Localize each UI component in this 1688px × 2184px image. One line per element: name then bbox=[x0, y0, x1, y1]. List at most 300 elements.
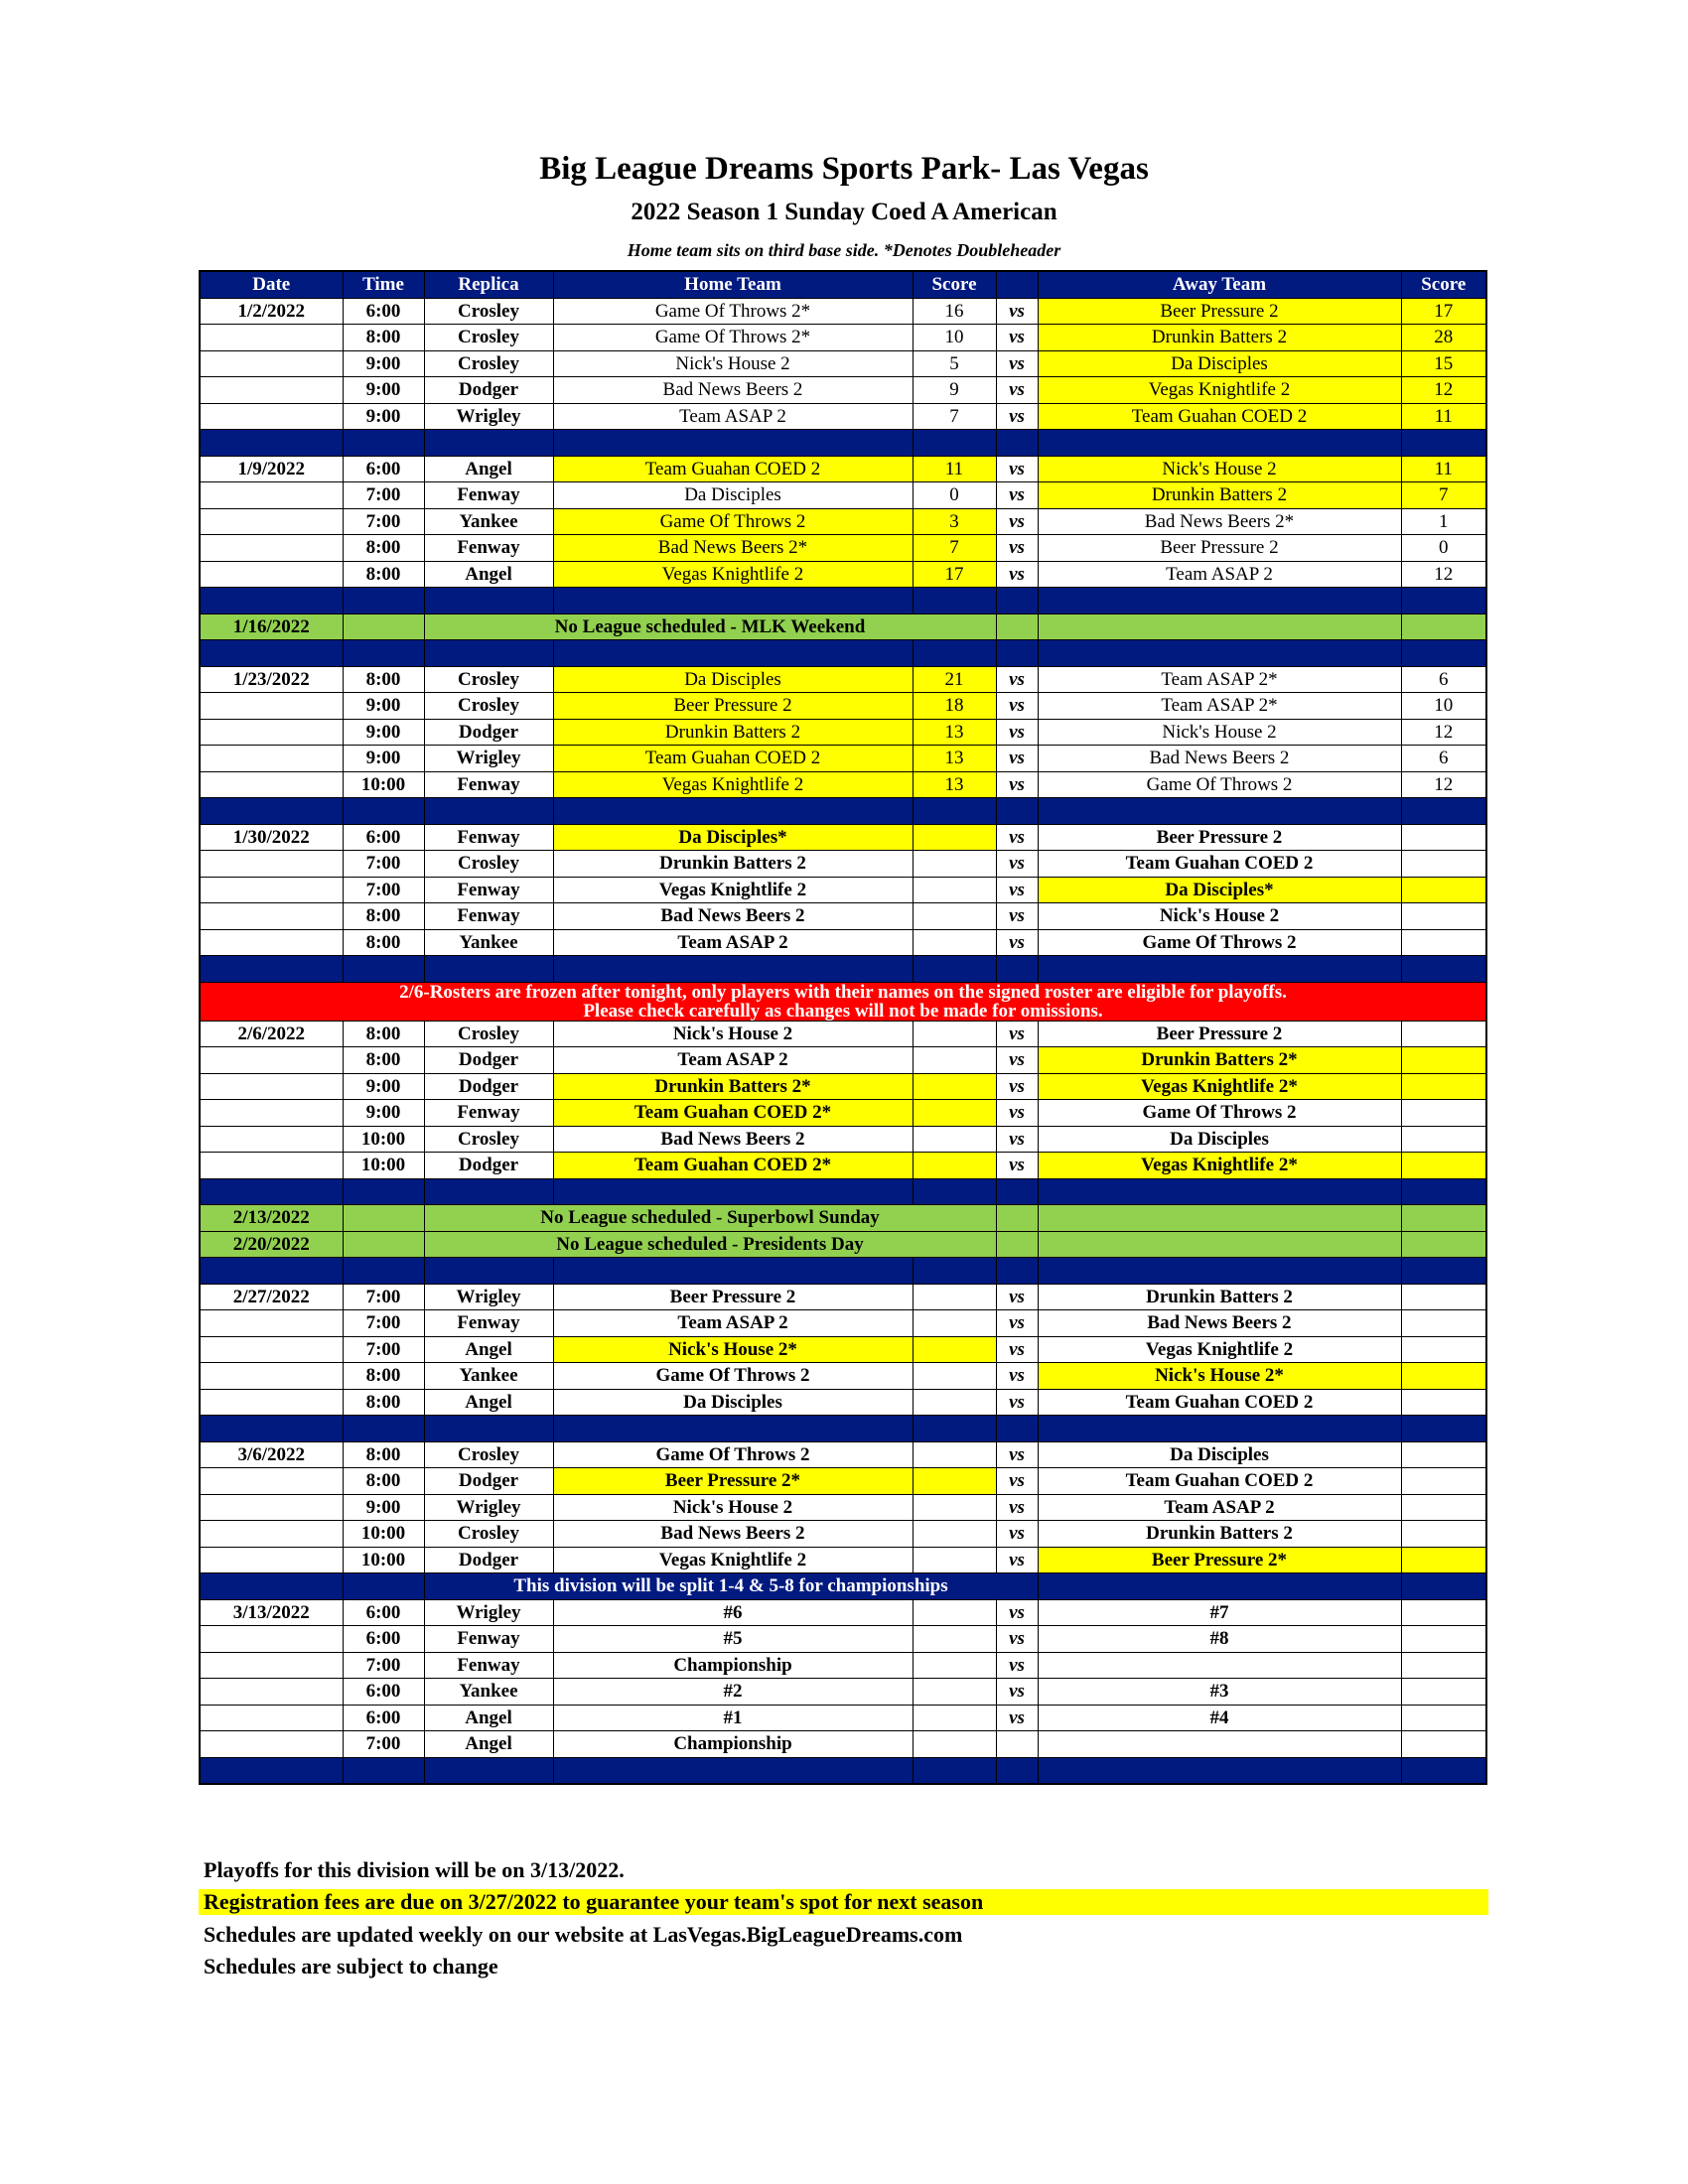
separator-cell bbox=[424, 1416, 553, 1442]
home-team-cell: Vegas Knightlife 2 bbox=[553, 771, 913, 798]
home-score-cell: 11 bbox=[913, 456, 996, 482]
field-cell: Fenway bbox=[424, 877, 553, 903]
separator-cell bbox=[343, 1178, 424, 1205]
time-cell: 10:00 bbox=[343, 1126, 424, 1153]
vs-cell: vs bbox=[996, 929, 1038, 956]
game-row bbox=[200, 1363, 1486, 1390]
date-cell: 2/6/2022 bbox=[200, 1021, 343, 1047]
separator-cell bbox=[343, 798, 424, 825]
field-cell: Angel bbox=[424, 1731, 553, 1758]
time-cell: 6:00 bbox=[343, 1679, 424, 1706]
home-score-cell bbox=[913, 1599, 996, 1626]
away-score-cell bbox=[1401, 1231, 1486, 1258]
field-cell: Dodger bbox=[424, 1153, 553, 1179]
separator-cell bbox=[913, 956, 996, 983]
vs-cell: vs bbox=[996, 1153, 1038, 1179]
field-cell: Fenway bbox=[424, 482, 553, 509]
no-league-row bbox=[200, 1205, 1486, 1232]
date-cell bbox=[200, 851, 343, 878]
away-score-cell bbox=[1401, 1599, 1486, 1626]
separator-row bbox=[200, 430, 1486, 457]
home-team-cell: #5 bbox=[553, 1626, 913, 1653]
away-score-cell: 17 bbox=[1401, 298, 1486, 325]
away-score-cell bbox=[1401, 1521, 1486, 1548]
vs-cell: vs bbox=[996, 666, 1038, 693]
time-cell: 8:00 bbox=[343, 1389, 424, 1416]
separator-cell bbox=[424, 1757, 553, 1784]
away-team-cell bbox=[1038, 1205, 1401, 1232]
field-cell: Angel bbox=[424, 1389, 553, 1416]
vs-cell bbox=[996, 1231, 1038, 1258]
time-cell: 7:00 bbox=[343, 851, 424, 878]
game-row bbox=[200, 1284, 1486, 1310]
time-cell: 7:00 bbox=[343, 1731, 424, 1758]
away-score-cell bbox=[1401, 1021, 1486, 1047]
no-league-message: No League scheduled - Superbowl Sunday bbox=[424, 1205, 996, 1232]
game-row bbox=[200, 771, 1486, 798]
game-row bbox=[200, 719, 1486, 746]
home-team-cell: Da Disciples bbox=[553, 482, 913, 509]
date-cell bbox=[200, 1310, 343, 1337]
home-team-cell: Bad News Beers 2 bbox=[553, 1521, 913, 1548]
home-team-cell: Team ASAP 2 bbox=[553, 1047, 913, 1074]
date-cell bbox=[200, 350, 343, 377]
col-header-vs bbox=[996, 271, 1038, 298]
separator-cell bbox=[553, 1757, 913, 1784]
time-cell: 9:00 bbox=[343, 403, 424, 430]
col-header-home-score: Score bbox=[913, 271, 996, 298]
vs-cell: vs bbox=[996, 535, 1038, 562]
separator-cell bbox=[424, 640, 553, 667]
separator-cell bbox=[200, 1416, 343, 1442]
separator-cell bbox=[343, 640, 424, 667]
away-team-cell: #8 bbox=[1038, 1626, 1401, 1653]
away-team-cell bbox=[1038, 614, 1401, 640]
away-team-cell: Beer Pressure 2 bbox=[1038, 1021, 1401, 1047]
separator-row bbox=[200, 1178, 1486, 1205]
home-team-cell: Beer Pressure 2* bbox=[553, 1468, 913, 1495]
vs-cell: vs bbox=[996, 1389, 1038, 1416]
separator-cell bbox=[1038, 640, 1401, 667]
home-team-cell: Nick's House 2* bbox=[553, 1336, 913, 1363]
home-score-cell: 13 bbox=[913, 719, 996, 746]
separator-cell bbox=[553, 640, 913, 667]
game-row bbox=[200, 377, 1486, 404]
home-team-cell: Da Disciples bbox=[553, 1389, 913, 1416]
away-team-cell: Bad News Beers 2 bbox=[1038, 746, 1401, 772]
schedule-body bbox=[200, 298, 1486, 1784]
separator-cell bbox=[200, 588, 343, 614]
separator-row bbox=[200, 1258, 1486, 1285]
home-team-cell: Game Of Throws 2 bbox=[553, 1441, 913, 1468]
separator-cell bbox=[200, 430, 343, 457]
vs-cell: vs bbox=[996, 851, 1038, 878]
time-cell: 6:00 bbox=[343, 1599, 424, 1626]
away-score-cell bbox=[1401, 1705, 1486, 1731]
separator-cell bbox=[424, 588, 553, 614]
vs-cell: vs bbox=[996, 1021, 1038, 1047]
separator-cell bbox=[1401, 1757, 1486, 1784]
date-cell bbox=[200, 482, 343, 509]
date-cell bbox=[200, 1336, 343, 1363]
separator-row bbox=[200, 798, 1486, 825]
header-note: Home team sits on third base side. *Denotes Doubleheader bbox=[627, 240, 1061, 260]
home-score-cell bbox=[913, 1626, 996, 1653]
game-row bbox=[200, 350, 1486, 377]
field-cell: Dodger bbox=[424, 1547, 553, 1573]
time-cell: 7:00 bbox=[343, 1310, 424, 1337]
time-cell: 7:00 bbox=[343, 508, 424, 535]
split-cell bbox=[200, 1573, 343, 1600]
home-score-cell bbox=[913, 1100, 996, 1127]
game-row bbox=[200, 1599, 1486, 1626]
away-score-cell bbox=[1401, 1679, 1486, 1706]
date-cell bbox=[200, 1153, 343, 1179]
away-score-cell bbox=[1401, 1494, 1486, 1521]
separator-cell bbox=[200, 798, 343, 825]
away-team-cell: Beer Pressure 2* bbox=[1038, 1547, 1401, 1573]
separator-row bbox=[200, 956, 1486, 983]
separator-cell bbox=[913, 798, 996, 825]
away-score-cell: 7 bbox=[1401, 482, 1486, 509]
home-score-cell: 21 bbox=[913, 666, 996, 693]
date-cell bbox=[200, 325, 343, 351]
away-score-cell bbox=[1401, 1336, 1486, 1363]
home-team-cell: #1 bbox=[553, 1705, 913, 1731]
date-cell bbox=[200, 1363, 343, 1390]
home-team-cell: Vegas Knightlife 2 bbox=[553, 1547, 913, 1573]
separator-cell bbox=[424, 956, 553, 983]
no-league-row bbox=[200, 614, 1486, 640]
separator-cell bbox=[1401, 588, 1486, 614]
away-team-cell: #4 bbox=[1038, 1705, 1401, 1731]
field-cell: Fenway bbox=[424, 1652, 553, 1679]
away-team-cell bbox=[1038, 1652, 1401, 1679]
separator-cell bbox=[913, 640, 996, 667]
col-header-time: Time bbox=[343, 271, 424, 298]
home-team-cell: Game Of Throws 2 bbox=[553, 1363, 913, 1390]
away-team-cell: Team Guahan COED 2 bbox=[1038, 851, 1401, 878]
home-team-cell: Team ASAP 2 bbox=[553, 403, 913, 430]
separator-cell bbox=[553, 956, 913, 983]
date-cell bbox=[200, 771, 343, 798]
vs-cell: vs bbox=[996, 1494, 1038, 1521]
field-cell: Yankee bbox=[424, 508, 553, 535]
home-team-cell: Nick's House 2 bbox=[553, 1021, 913, 1047]
game-row bbox=[200, 1153, 1486, 1179]
time-cell bbox=[343, 614, 424, 640]
split-cell bbox=[343, 1573, 424, 1600]
time-cell: 8:00 bbox=[343, 1047, 424, 1074]
vs-cell: vs bbox=[996, 1441, 1038, 1468]
vs-cell: vs bbox=[996, 693, 1038, 720]
home-team-cell: Team Guahan COED 2* bbox=[553, 1100, 913, 1127]
home-score-cell: 13 bbox=[913, 746, 996, 772]
game-row bbox=[200, 1100, 1486, 1127]
vs-cell: vs bbox=[996, 1047, 1038, 1074]
home-score-cell: 17 bbox=[913, 561, 996, 588]
home-score-cell bbox=[913, 1468, 996, 1495]
home-team-cell: Vegas Knightlife 2 bbox=[553, 877, 913, 903]
home-team-cell: #2 bbox=[553, 1679, 913, 1706]
home-score-cell: 13 bbox=[913, 771, 996, 798]
home-score-cell bbox=[913, 1441, 996, 1468]
separator-cell bbox=[1401, 1416, 1486, 1442]
separator-row bbox=[200, 640, 1486, 667]
away-team-cell: Team ASAP 2 bbox=[1038, 561, 1401, 588]
home-team-cell: Team ASAP 2 bbox=[553, 929, 913, 956]
away-score-cell bbox=[1401, 824, 1486, 851]
time-cell: 6:00 bbox=[343, 456, 424, 482]
separator-cell bbox=[996, 956, 1038, 983]
field-cell: Angel bbox=[424, 1336, 553, 1363]
home-score-cell bbox=[913, 1021, 996, 1047]
home-team-cell: Team Guahan COED 2 bbox=[553, 456, 913, 482]
home-team-cell: Bad News Beers 2 bbox=[553, 1126, 913, 1153]
away-score-cell: 28 bbox=[1401, 325, 1486, 351]
time-cell: 8:00 bbox=[343, 666, 424, 693]
time-cell: 8:00 bbox=[343, 1021, 424, 1047]
footer-playoffs-note: Playoffs for this division will be on 3/13/2022. bbox=[204, 1857, 625, 1882]
home-team-cell: Beer Pressure 2 bbox=[553, 1284, 913, 1310]
vs-cell: vs bbox=[996, 1521, 1038, 1548]
away-score-cell bbox=[1401, 1731, 1486, 1758]
date-cell: 1/23/2022 bbox=[200, 666, 343, 693]
time-cell: 6:00 bbox=[343, 1705, 424, 1731]
field-cell: Crosley bbox=[424, 666, 553, 693]
date-cell bbox=[200, 1389, 343, 1416]
time-cell: 8:00 bbox=[343, 903, 424, 930]
home-score-cell bbox=[913, 1547, 996, 1573]
date-cell: 3/13/2022 bbox=[200, 1599, 343, 1626]
away-team-cell: Team Guahan COED 2 bbox=[1038, 1468, 1401, 1495]
vs-cell: vs bbox=[996, 561, 1038, 588]
separator-cell bbox=[996, 798, 1038, 825]
game-row bbox=[200, 746, 1486, 772]
date-cell: 1/2/2022 bbox=[200, 298, 343, 325]
home-score-cell bbox=[913, 1731, 996, 1758]
away-score-cell bbox=[1401, 1441, 1486, 1468]
vs-cell: vs bbox=[996, 903, 1038, 930]
game-row bbox=[200, 561, 1486, 588]
away-team-cell: Da Disciples* bbox=[1038, 877, 1401, 903]
separator-cell bbox=[996, 430, 1038, 457]
field-cell: Fenway bbox=[424, 1626, 553, 1653]
home-team-cell: Nick's House 2 bbox=[553, 1494, 913, 1521]
date-cell bbox=[200, 746, 343, 772]
date-cell bbox=[200, 1679, 343, 1706]
home-team-cell: Championship bbox=[553, 1652, 913, 1679]
vs-cell: vs bbox=[996, 1599, 1038, 1626]
away-score-cell: 15 bbox=[1401, 350, 1486, 377]
date-cell: 2/13/2022 bbox=[200, 1205, 343, 1232]
time-cell: 8:00 bbox=[343, 1468, 424, 1495]
vs-cell: vs bbox=[996, 1626, 1038, 1653]
date-cell: 1/30/2022 bbox=[200, 824, 343, 851]
away-team-cell: Drunkin Batters 2* bbox=[1038, 1047, 1401, 1074]
separator-cell bbox=[1038, 1416, 1401, 1442]
away-score-cell bbox=[1401, 1389, 1486, 1416]
field-cell: Angel bbox=[424, 561, 553, 588]
home-score-cell: 18 bbox=[913, 693, 996, 720]
roster-freeze-line-1: 2/6-Rosters are frozen after tonight, only players with their names on the signed roster are eligible for playoffs. bbox=[399, 982, 1287, 1003]
separator-cell bbox=[343, 588, 424, 614]
field-cell: Angel bbox=[424, 456, 553, 482]
game-row bbox=[200, 1521, 1486, 1548]
away-score-cell bbox=[1401, 1153, 1486, 1179]
separator-cell bbox=[1038, 798, 1401, 825]
date-cell bbox=[200, 561, 343, 588]
separator-cell bbox=[1401, 1258, 1486, 1285]
separator-cell bbox=[200, 640, 343, 667]
separator-cell bbox=[1038, 1258, 1401, 1285]
separator-cell bbox=[553, 1258, 913, 1285]
game-row bbox=[200, 903, 1486, 930]
home-team-cell: Vegas Knightlife 2 bbox=[553, 561, 913, 588]
away-score-cell: 11 bbox=[1401, 456, 1486, 482]
away-team-cell: Bad News Beers 2* bbox=[1038, 508, 1401, 535]
separator-cell bbox=[200, 1757, 343, 1784]
roster-freeze-notice-row bbox=[200, 982, 1486, 1021]
date-cell bbox=[200, 1126, 343, 1153]
split-cell bbox=[1401, 1573, 1486, 1600]
no-league-row bbox=[200, 1231, 1486, 1258]
field-cell: Wrigley bbox=[424, 1284, 553, 1310]
home-score-cell bbox=[913, 1705, 996, 1731]
field-cell: Crosley bbox=[424, 851, 553, 878]
away-team-cell: Vegas Knightlife 2 bbox=[1038, 1336, 1401, 1363]
away-score-cell bbox=[1401, 1310, 1486, 1337]
time-cell: 10:00 bbox=[343, 1521, 424, 1548]
no-league-message: No League scheduled - Presidents Day bbox=[424, 1231, 996, 1258]
game-row bbox=[200, 482, 1486, 509]
field-cell: Fenway bbox=[424, 824, 553, 851]
time-cell: 7:00 bbox=[343, 1284, 424, 1310]
field-cell: Yankee bbox=[424, 1679, 553, 1706]
vs-cell: vs bbox=[996, 746, 1038, 772]
separator-cell bbox=[553, 1416, 913, 1442]
separator-cell bbox=[913, 1258, 996, 1285]
away-team-cell: Da Disciples bbox=[1038, 1126, 1401, 1153]
vs-cell: vs bbox=[996, 1705, 1038, 1731]
game-row bbox=[200, 851, 1486, 878]
home-score-cell bbox=[913, 1363, 996, 1390]
away-team-cell: #3 bbox=[1038, 1679, 1401, 1706]
date-cell bbox=[200, 535, 343, 562]
game-row bbox=[200, 1310, 1486, 1337]
time-cell: 9:00 bbox=[343, 1494, 424, 1521]
field-cell: Wrigley bbox=[424, 1599, 553, 1626]
home-score-cell bbox=[913, 903, 996, 930]
vs-cell: vs bbox=[996, 508, 1038, 535]
home-score-cell bbox=[913, 1494, 996, 1521]
away-team-cell: Drunkin Batters 2 bbox=[1038, 1521, 1401, 1548]
time-cell bbox=[343, 1205, 424, 1232]
field-cell: Fenway bbox=[424, 1310, 553, 1337]
game-row bbox=[200, 1047, 1486, 1074]
home-team-cell: Game Of Throws 2* bbox=[553, 325, 913, 351]
date-cell: 1/16/2022 bbox=[200, 614, 343, 640]
home-score-cell: 10 bbox=[913, 325, 996, 351]
field-cell: Fenway bbox=[424, 771, 553, 798]
home-score-cell bbox=[913, 1073, 996, 1100]
separator-cell bbox=[996, 588, 1038, 614]
date-cell bbox=[200, 1494, 343, 1521]
home-team-cell: Bad News Beers 2 bbox=[553, 377, 913, 404]
home-score-cell bbox=[913, 1047, 996, 1074]
time-cell: 8:00 bbox=[343, 535, 424, 562]
away-score-cell bbox=[1401, 1468, 1486, 1495]
away-team-cell: Da Disciples bbox=[1038, 1441, 1401, 1468]
away-score-cell bbox=[1401, 1073, 1486, 1100]
away-team-cell: #7 bbox=[1038, 1599, 1401, 1626]
away-team-cell: Vegas Knightlife 2* bbox=[1038, 1153, 1401, 1179]
date-cell bbox=[200, 693, 343, 720]
time-cell: 9:00 bbox=[343, 693, 424, 720]
time-cell: 8:00 bbox=[343, 325, 424, 351]
away-score-cell bbox=[1401, 903, 1486, 930]
field-cell: Crosley bbox=[424, 1126, 553, 1153]
date-cell: 1/9/2022 bbox=[200, 456, 343, 482]
vs-cell: vs bbox=[996, 325, 1038, 351]
time-cell: 7:00 bbox=[343, 1336, 424, 1363]
home-score-cell: 5 bbox=[913, 350, 996, 377]
time-cell: 8:00 bbox=[343, 561, 424, 588]
separator-cell bbox=[424, 798, 553, 825]
vs-cell: vs bbox=[996, 771, 1038, 798]
date-cell bbox=[200, 1047, 343, 1074]
home-score-cell: 7 bbox=[913, 535, 996, 562]
roster-freeze-notice bbox=[200, 982, 1486, 1021]
separator-cell bbox=[996, 1258, 1038, 1285]
home-team-cell: #6 bbox=[553, 1599, 913, 1626]
col-header-away-score: Score bbox=[1401, 271, 1486, 298]
away-score-cell bbox=[1401, 1626, 1486, 1653]
separator-cell bbox=[996, 1757, 1038, 1784]
game-row bbox=[200, 1126, 1486, 1153]
game-row bbox=[200, 1626, 1486, 1653]
home-team-cell: Nick's House 2 bbox=[553, 350, 913, 377]
home-score-cell bbox=[913, 1679, 996, 1706]
field-cell: Wrigley bbox=[424, 1494, 553, 1521]
time-cell: 7:00 bbox=[343, 482, 424, 509]
separator-cell bbox=[913, 1757, 996, 1784]
game-row bbox=[200, 1389, 1486, 1416]
time-cell: 8:00 bbox=[343, 1363, 424, 1390]
date-cell bbox=[200, 1652, 343, 1679]
away-score-cell bbox=[1401, 614, 1486, 640]
game-row bbox=[200, 1336, 1486, 1363]
vs-cell: vs bbox=[996, 877, 1038, 903]
col-header-away-team: Away Team bbox=[1038, 271, 1401, 298]
home-team-cell: Drunkin Batters 2* bbox=[553, 1073, 913, 1100]
game-row bbox=[200, 877, 1486, 903]
schedule-table bbox=[199, 270, 1487, 1785]
field-cell: Yankee bbox=[424, 1363, 553, 1390]
away-team-cell: Team ASAP 2* bbox=[1038, 693, 1401, 720]
away-score-cell: 10 bbox=[1401, 693, 1486, 720]
page-title: Big League Dreams Sports Park- Las Vegas bbox=[539, 151, 1149, 187]
separator-cell bbox=[343, 430, 424, 457]
vs-cell: vs bbox=[996, 403, 1038, 430]
home-team-cell: Bad News Beers 2* bbox=[553, 535, 913, 562]
away-score-cell bbox=[1401, 851, 1486, 878]
away-score-cell: 6 bbox=[1401, 746, 1486, 772]
game-row bbox=[200, 1494, 1486, 1521]
separator-cell bbox=[200, 1178, 343, 1205]
date-cell: 2/20/2022 bbox=[200, 1231, 343, 1258]
field-cell: Fenway bbox=[424, 903, 553, 930]
